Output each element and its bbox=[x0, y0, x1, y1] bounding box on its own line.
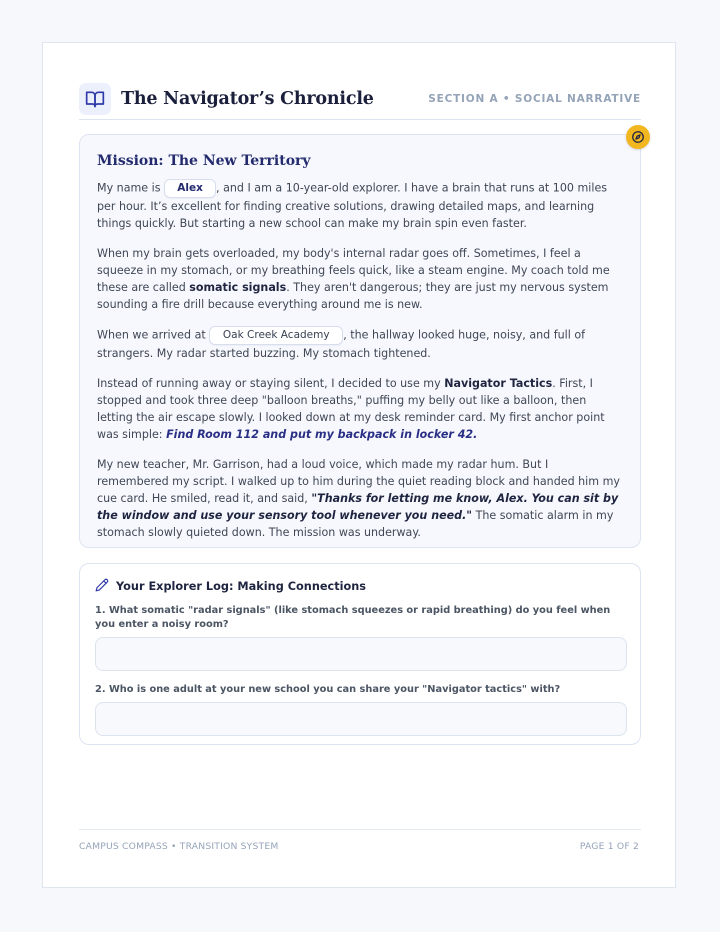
compass-icon bbox=[626, 125, 650, 149]
p3-text-after: , the hallway looked huge, noisy, and full of strangers. My radar started buzzing. My stomach tightened. bbox=[97, 328, 586, 360]
story-paragraph-5 bbox=[97, 456, 623, 541]
p4-text-middle: . First, I stopped and took three deep "balloon breaths," puffing my belly out like a balloon, then letting the air escape slowly. I looked down at my desk reminder card. My first anchor point was simple: bbox=[97, 377, 605, 441]
question-2-answer-field[interactable] bbox=[95, 702, 627, 736]
p2-bold-term: somatic signals bbox=[189, 281, 287, 294]
p1-text-before: My name is bbox=[97, 181, 165, 195]
p1-text-after: , and I am a 10-year-old explorer. I have a brain that runs at 100 miles per hour. It’s excellent for finding creative solutions, drawing detailed maps, and learning things quickly. But starting a new school can make my brain spin even faster. bbox=[97, 181, 608, 230]
question-2-label: 2. Who is one adult at your new school you can share your "Navigator tactics" with? bbox=[95, 684, 561, 695]
section-label: SECTION A • SOCIAL NARRATIVE bbox=[428, 93, 641, 105]
p3-text-before: When we arrived at bbox=[97, 328, 210, 342]
school-field[interactable]: Oak Creek Academy bbox=[209, 326, 343, 345]
mission-card bbox=[79, 134, 641, 548]
teacher-quote: "Thanks for letting me know, Alex. You can sit by the window and use your sensory tool whenever you need." bbox=[97, 492, 619, 522]
p2-text-after: . They aren't dangerous; they are just my nervous system sounding a fire drill because everything around me is new. bbox=[97, 281, 609, 311]
page-header bbox=[79, 79, 641, 119]
p2-text-before: When my brain gets overloaded, my body's internal radar goes off. Sometimes, I feel a squeeze in my stomach, or my breathing feels quick, like a steam engine. My coach told me these are called bbox=[97, 247, 610, 294]
mission-title: Mission: The New Territory bbox=[97, 153, 311, 169]
explorer-log-title: Your Explorer Log: Making Connections bbox=[116, 580, 367, 593]
story-paragraph-2 bbox=[97, 245, 623, 313]
anchor-point-highlight: Find Room 112 and put my backpack in locker 42. bbox=[166, 428, 478, 441]
name-field[interactable]: Alex bbox=[164, 179, 216, 198]
footer-brand: CAMPUS COMPASS • TRANSITION SYSTEM bbox=[79, 841, 279, 852]
question-1-answer-field[interactable] bbox=[95, 637, 627, 671]
story-paragraph-3 bbox=[97, 326, 623, 362]
explorer-log-header bbox=[95, 577, 625, 596]
footer-divider bbox=[79, 829, 641, 830]
explorer-log-card bbox=[79, 563, 641, 745]
header-divider bbox=[79, 119, 641, 120]
p4-bold-term: Navigator Tactics bbox=[444, 377, 553, 390]
story-paragraph-4 bbox=[97, 375, 623, 443]
page-number: PAGE 1 OF 2 bbox=[579, 841, 639, 852]
p4-text-before: Instead of running away or staying silent, I decided to use my bbox=[97, 377, 445, 390]
page-title: The Navigator’s Chronicle bbox=[121, 89, 374, 109]
worksheet-page bbox=[42, 42, 676, 888]
p5-text-after: The somatic alarm in my stomach slowly quieted down. The mission was underway. bbox=[97, 509, 614, 539]
open-book-icon bbox=[79, 83, 111, 115]
p5-text-before: My new teacher, Mr. Garrison, had a loud voice, which made my radar hum. But I remembered my script. I walked up to him during the quiet reading block and handed him my cue card. He smiled, read it, and said, bbox=[97, 458, 620, 505]
question-1-label: 1. What somatic "radar signals" (like stomach squeezes or rapid breathing) do you feel when you enter a noisy room? bbox=[95, 605, 611, 630]
story-paragraph-1 bbox=[97, 179, 623, 232]
pencil-icon bbox=[95, 577, 109, 596]
